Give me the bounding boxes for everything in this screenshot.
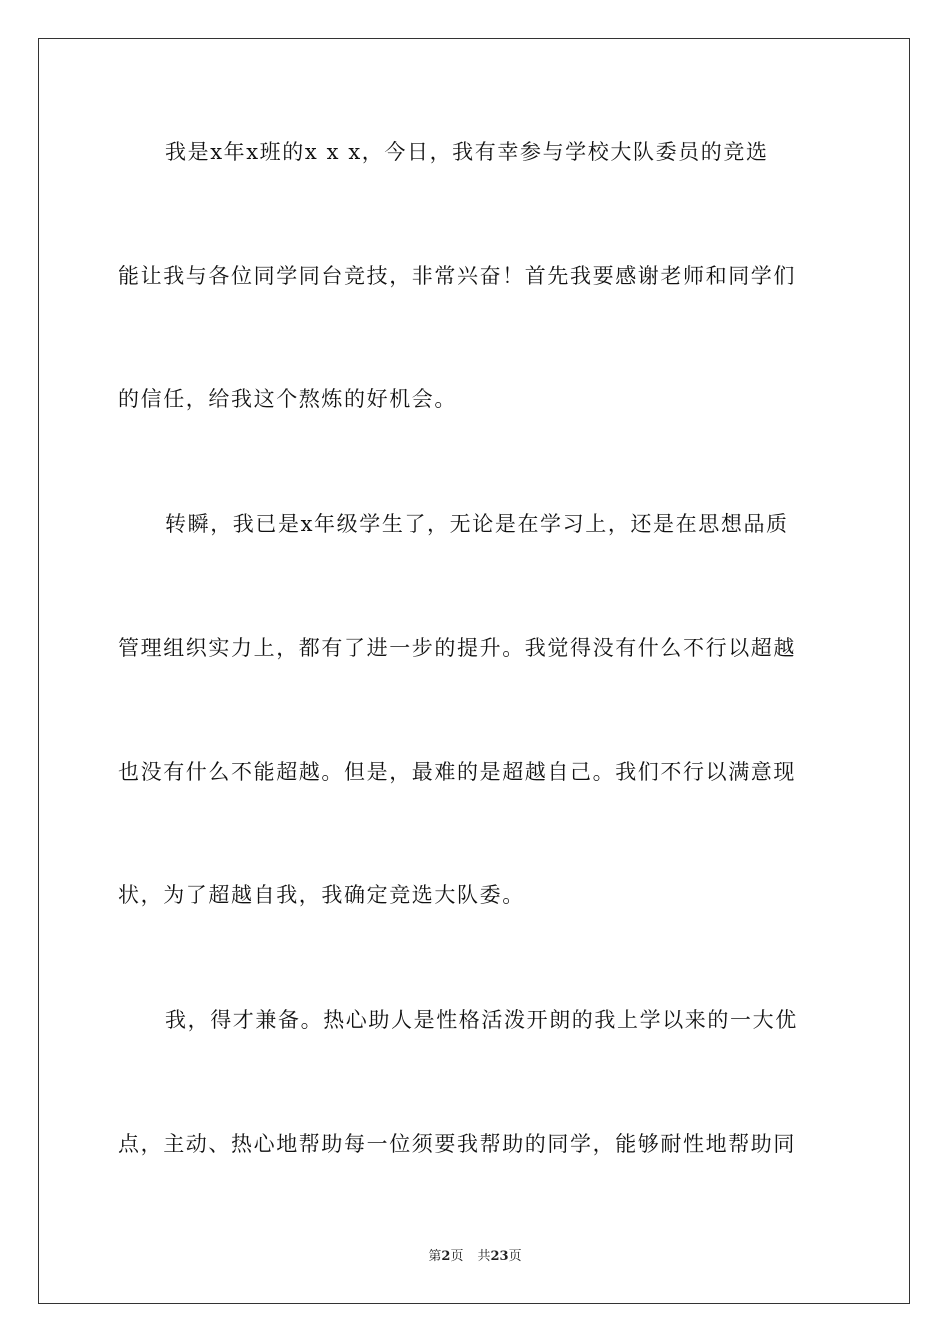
total-label-prefix: 共 (477, 1249, 491, 1264)
paragraph-1-line-2: 能让我与各位同学同台竞技，非常兴奋！首先我要感谢老师和同学们 (118, 264, 796, 288)
paragraph-2-line-2: 管理组织实力上，都有了进一步的提升。我觉得没有什么不行以超越 (118, 636, 796, 660)
page-footer (0, 1248, 950, 1266)
paragraph-2-line-1: 转瞬，我已是x年级学生了，无论是在学习上，还是在思想品质 (165, 512, 789, 536)
total-label-suffix: 页 (508, 1249, 522, 1264)
paragraph-3-line-2: 点，主动、热心地帮助每一位须要我帮助的同学，能够耐性地帮助同 (118, 1132, 796, 1156)
paragraph-1-line-1: 我是x年x班的x x x，今日，我有幸参与学校大队委员的竞选 (165, 140, 769, 164)
paragraph-3-line-1: 我，得才兼备。热心助人是性格活泼开朗的我上学以来的一大优 (165, 1008, 798, 1032)
page-label-suffix: 页 (450, 1249, 464, 1264)
total-pages: 23 (490, 1249, 509, 1264)
page-border (38, 38, 910, 1304)
paragraph-1-line-3: 的信任，给我这个熬炼的好机会。 (118, 387, 457, 411)
paragraph-2-line-4: 状，为了超越自我，我确定竞选大队委。 (118, 883, 525, 907)
paragraph-2-line-3: 也没有什么不能超越。但是，最难的是超越自己。我们不行以满意现 (118, 760, 796, 784)
page-label-prefix: 第 (428, 1249, 442, 1264)
page-number: 2 (441, 1249, 451, 1264)
